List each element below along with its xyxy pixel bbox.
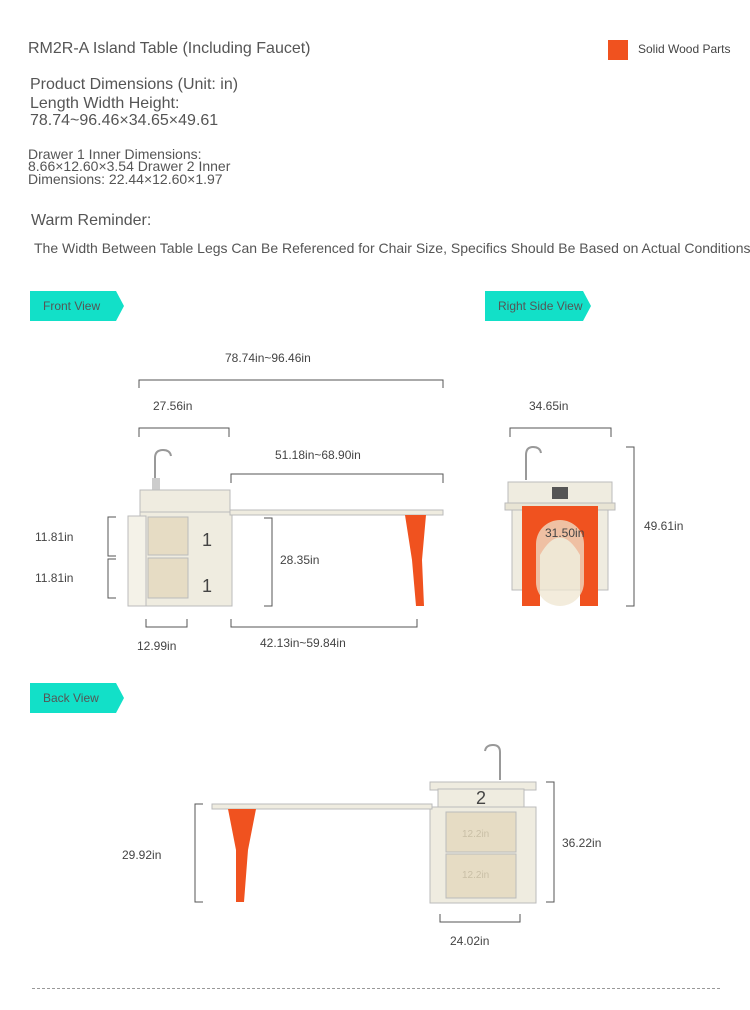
label-drawer-lower: 11.81in (35, 571, 74, 585)
back-drawer-mark: 2 (476, 788, 487, 808)
back-faucet-icon (485, 745, 500, 780)
label-cabinet-width: 27.56in (153, 399, 193, 413)
label-extension-top: 51.18in~68.90in (275, 448, 361, 462)
dim-line-leg-height (264, 518, 272, 606)
dim-line-drawer-upper (108, 517, 116, 556)
label-leg-span: 42.13in~59.84in (260, 636, 346, 650)
back-table-leg (228, 809, 256, 902)
dim-line-total-length (139, 380, 443, 388)
tag-front-view: Front View (30, 291, 116, 321)
lwh-value: 78.74~96.46×34.65×49.61 (30, 112, 219, 129)
dimension-lines (108, 380, 634, 922)
side-control-panel (552, 487, 568, 499)
back-tabletop (212, 804, 432, 809)
label-total-length: 78.74in~96.46in (225, 351, 311, 365)
reminder-heading: Warm Reminder: (31, 212, 152, 229)
label-cabinet-height: 36.22in (562, 836, 602, 850)
lwh-label: Length Width Height: (30, 95, 180, 112)
drawer-mark-1: 1 (202, 530, 213, 550)
dim-line-cabinet-height (546, 782, 554, 902)
dim-line-door-width (146, 619, 187, 627)
dim-line-leg-span (231, 619, 417, 627)
dim-line-back-leg-height (195, 804, 203, 902)
dim-line-depth (510, 428, 611, 437)
dim-line-drawer-lower (108, 559, 116, 598)
label-drawer-upper: 11.81in (35, 530, 74, 544)
cabinet-shelf-upper (148, 517, 188, 555)
drawer-dims-line-1: Drawer 1 Inner Dimensions: (28, 146, 202, 162)
label-door-width: 12.99in (137, 639, 177, 653)
drawer-mark-2: 1 (202, 576, 213, 596)
faucet-base (152, 478, 160, 490)
front-view-drawing (128, 450, 443, 606)
footer-divider (32, 988, 720, 989)
label-leg-width: 31.50in (545, 526, 585, 540)
drawer-dims-line-3: Dimensions: 22.44×12.60×1.97 (28, 171, 223, 187)
dimensions-heading: Product Dimensions (Unit: in) (30, 76, 239, 93)
reminder-text: The Width Between Table Legs Can Be Referenced for Chair Size, Specifics Should Be Based on Actual Conditions (34, 240, 750, 256)
back-inner-upper: 12.2in (462, 829, 490, 840)
front-table-leg (405, 515, 426, 606)
page-title: RM2R-A Island Table (Including Faucet) (28, 40, 311, 57)
legend-label: Solid Wood Parts (638, 42, 731, 56)
drawer-dims-line-2: 8.66×12.60×3.54 Drawer 2 Inner (28, 158, 231, 174)
dim-line-cabinet-width (139, 428, 229, 437)
front-tabletop (230, 510, 443, 515)
tag-right-side-view: Right Side View (485, 291, 583, 321)
back-inner-lower: 12.2in (462, 870, 490, 881)
dim-line-height (626, 447, 634, 606)
label-leg-height: 28.35in (280, 553, 320, 567)
label-back-cabinet-width: 24.02in (450, 934, 490, 948)
tag-back-view: Back View (30, 683, 116, 713)
dim-line-back-cabinet-width (440, 914, 520, 922)
label-back-leg-height: 29.92in (122, 848, 162, 862)
label-height: 49.61in (644, 519, 684, 533)
side-faucet-icon (526, 447, 541, 480)
label-depth: 34.65in (529, 399, 569, 413)
open-door (128, 516, 146, 606)
front-drawer-panel (140, 490, 230, 512)
cabinet-shelf-lower (148, 558, 188, 598)
dim-line-extension-top (231, 474, 443, 483)
